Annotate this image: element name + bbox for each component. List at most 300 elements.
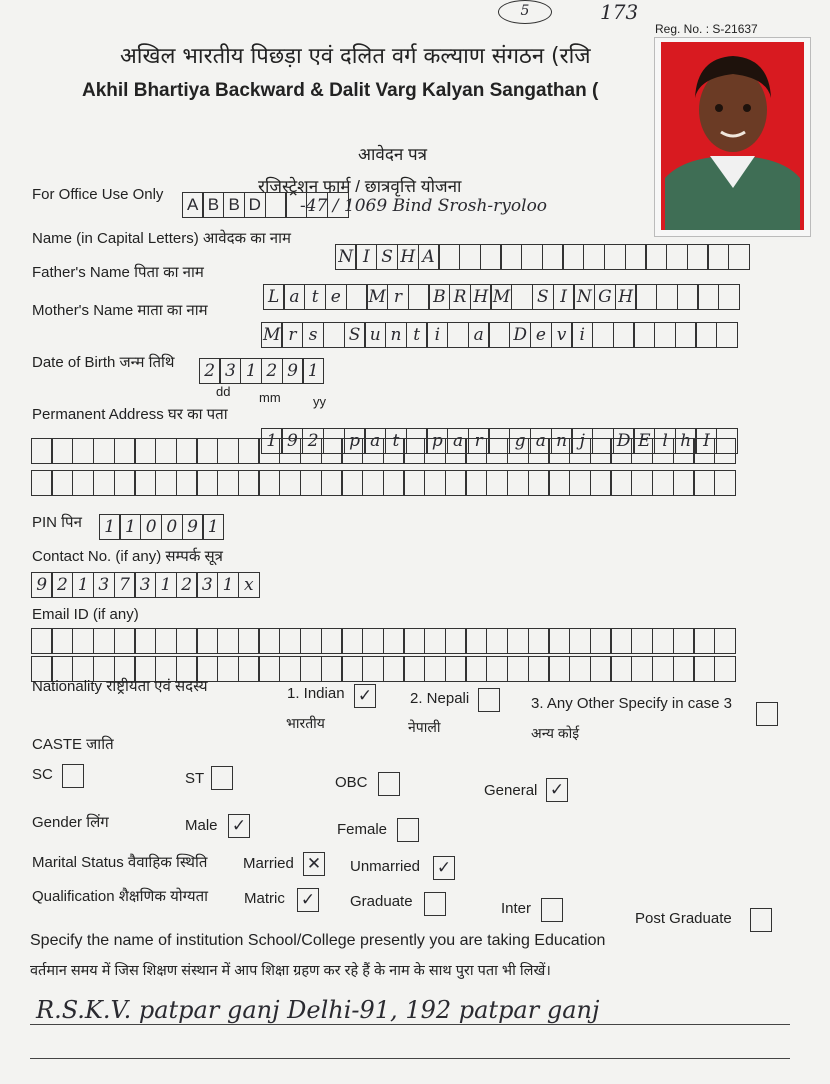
char-box[interactable] — [548, 656, 570, 682]
gender-female-checkbox[interactable] — [397, 818, 419, 842]
char-box[interactable] — [72, 470, 94, 496]
char-box[interactable] — [714, 470, 736, 496]
char-box[interactable] — [673, 438, 695, 464]
char-box[interactable]: 0 — [140, 514, 162, 540]
char-box[interactable]: I — [355, 244, 377, 270]
char-box[interactable] — [217, 438, 239, 464]
nationality-other-checkbox[interactable] — [756, 702, 778, 726]
handwritten-note-top: 173 — [600, 0, 639, 24]
char-box[interactable] — [31, 470, 53, 496]
char-box[interactable] — [403, 656, 425, 682]
institution-line-2 — [30, 1058, 790, 1059]
char-box[interactable] — [631, 438, 653, 464]
char-box[interactable] — [445, 628, 467, 654]
char-box[interactable]: A — [418, 244, 440, 270]
char-box[interactable] — [300, 656, 322, 682]
char-box[interactable]: I — [695, 428, 717, 454]
char-box[interactable] — [134, 438, 156, 464]
char-box[interactable] — [548, 628, 570, 654]
caste-st-checkbox[interactable] — [211, 766, 233, 790]
mother-name-field[interactable] — [262, 322, 738, 348]
char-box[interactable] — [465, 438, 487, 464]
char-box[interactable] — [542, 244, 564, 270]
char-box[interactable] — [321, 438, 343, 464]
char-box[interactable] — [51, 470, 73, 496]
name-field[interactable] — [336, 244, 750, 270]
marital-unmarried-label: Unmarried — [350, 858, 421, 875]
char-box[interactable] — [548, 470, 570, 496]
char-box[interactable]: e — [325, 284, 347, 310]
char-box[interactable] — [321, 628, 343, 654]
nationality-nepali-hindi: नेपाली — [408, 719, 441, 735]
circled-number: 5 — [498, 0, 552, 24]
char-box[interactable] — [93, 470, 115, 496]
org-name-hindi: अखिल भारतीय पिछड़ा एवं दलित वर्ग कल्याण संगठन (रजि — [120, 44, 591, 69]
char-box[interactable] — [714, 628, 736, 654]
gender-label: Gender लिंग — [32, 814, 109, 831]
char-box[interactable] — [258, 656, 280, 682]
char-box[interactable] — [300, 438, 322, 464]
char-box[interactable] — [424, 438, 446, 464]
char-box[interactable]: a — [364, 428, 386, 454]
char-box[interactable] — [697, 284, 719, 310]
char-box[interactable] — [176, 438, 198, 464]
char-box[interactable] — [610, 470, 632, 496]
char-box[interactable] — [383, 470, 405, 496]
qualification-pg-label: Post Graduate — [635, 910, 732, 927]
char-box[interactable] — [569, 438, 591, 464]
gender-female-label: Female — [337, 821, 388, 838]
char-box[interactable]: B — [428, 284, 450, 310]
char-box[interactable] — [693, 656, 715, 682]
char-box[interactable] — [72, 438, 94, 464]
char-box[interactable]: R — [449, 284, 471, 310]
char-box[interactable] — [511, 284, 533, 310]
char-box[interactable]: 9 — [31, 572, 53, 598]
char-box[interactable] — [562, 244, 584, 270]
char-box[interactable] — [341, 470, 363, 496]
char-box[interactable] — [31, 628, 53, 654]
char-box[interactable] — [438, 244, 460, 270]
char-box[interactable] — [341, 656, 363, 682]
char-box[interactable] — [465, 656, 487, 682]
char-box[interactable] — [341, 628, 363, 654]
char-box[interactable] — [31, 438, 53, 464]
char-box[interactable]: n — [385, 322, 407, 348]
char-box[interactable] — [362, 656, 384, 682]
char-box[interactable] — [718, 284, 740, 310]
char-box[interactable] — [114, 628, 136, 654]
char-box[interactable] — [610, 628, 632, 654]
char-box[interactable] — [677, 284, 699, 310]
char-box[interactable]: v — [551, 322, 573, 348]
char-box[interactable] — [155, 470, 177, 496]
char-box[interactable]: p — [426, 428, 448, 454]
char-box[interactable] — [652, 470, 674, 496]
char-box[interactable] — [590, 628, 612, 654]
office-use-handwritten: -47 / 1069 Bind Srosh-ryoloo — [300, 196, 548, 216]
dob-dd: dd — [216, 384, 231, 399]
institution-label-hi: वर्तमान समय में जिस शिक्षण संस्थान में आप शिक्षा ग्रहण कर रहे हैं के नाम के साथ पुरा पता भी लिखें। — [30, 963, 551, 979]
char-box[interactable]: 1 — [72, 572, 94, 598]
char-box[interactable]: 2 — [261, 358, 283, 384]
char-box[interactable] — [693, 470, 715, 496]
char-box[interactable]: r — [468, 428, 490, 454]
char-box[interactable] — [693, 438, 715, 464]
char-box[interactable]: S — [376, 244, 398, 270]
char-box[interactable] — [604, 244, 626, 270]
char-box[interactable] — [687, 244, 709, 270]
char-box[interactable] — [321, 656, 343, 682]
char-box[interactable] — [590, 438, 612, 464]
char-box[interactable] — [155, 628, 177, 654]
char-box[interactable]: r — [387, 284, 409, 310]
institution-handwritten[interactable]: R.S.K.V. patpar ganj Delhi-91, 192 patpar ganj — [36, 996, 600, 1024]
char-box[interactable] — [707, 244, 729, 270]
caste-general-checkbox[interactable]: ✓ — [546, 778, 568, 802]
char-box[interactable] — [714, 438, 736, 464]
qualification-inter-checkbox[interactable] — [541, 898, 563, 922]
char-box[interactable] — [695, 322, 717, 348]
char-box[interactable]: S — [532, 284, 554, 310]
char-box[interactable] — [528, 470, 550, 496]
char-box[interactable] — [590, 656, 612, 682]
email-label: Email ID (if any) — [32, 606, 139, 623]
char-box[interactable]: 9 — [282, 358, 304, 384]
char-box[interactable] — [238, 628, 260, 654]
char-box[interactable] — [610, 438, 632, 464]
char-box[interactable]: u — [364, 322, 386, 348]
char-box[interactable]: 3 — [196, 572, 218, 598]
char-box[interactable]: e — [530, 322, 552, 348]
char-box[interactable]: 1 — [202, 514, 224, 540]
char-box[interactable] — [480, 244, 502, 270]
char-box[interactable] — [51, 438, 73, 464]
char-box[interactable] — [507, 628, 529, 654]
marital-unmarried-checkbox[interactable]: ✓ — [433, 856, 455, 880]
father-name-label: Father's Name पिता का नाम — [32, 264, 204, 281]
char-box[interactable]: 1 — [217, 572, 239, 598]
char-box[interactable] — [486, 628, 508, 654]
char-box[interactable] — [654, 322, 676, 348]
marital-married-label: Married — [243, 855, 294, 872]
char-box[interactable] — [645, 244, 667, 270]
char-box[interactable]: g — [509, 428, 531, 454]
char-box[interactable] — [300, 628, 322, 654]
char-box[interactable] — [673, 656, 695, 682]
qualification-graduate-checkbox[interactable] — [424, 892, 446, 916]
char-box[interactable] — [362, 470, 384, 496]
address-line-2[interactable] — [32, 438, 736, 464]
char-box[interactable]: 1 — [119, 514, 141, 540]
char-box[interactable] — [134, 628, 156, 654]
char-box[interactable] — [346, 284, 368, 310]
char-box[interactable]: 1 — [261, 428, 283, 454]
char-box[interactable] — [424, 628, 446, 654]
char-box[interactable] — [592, 322, 614, 348]
char-box[interactable] — [258, 438, 280, 464]
char-box[interactable] — [134, 470, 156, 496]
caste-sc-checkbox[interactable] — [62, 764, 84, 788]
institution-line-1 — [30, 1024, 790, 1025]
nationality-indian-label: 1. Indian — [287, 685, 345, 702]
char-box[interactable] — [279, 470, 301, 496]
char-box[interactable]: a — [447, 428, 469, 454]
char-box[interactable] — [728, 244, 750, 270]
char-box[interactable] — [383, 628, 405, 654]
char-box[interactable] — [465, 628, 487, 654]
office-use-code: A B B D — [183, 192, 349, 218]
char-box[interactable] — [656, 284, 678, 310]
char-box[interactable] — [217, 470, 239, 496]
char-box[interactable] — [675, 322, 697, 348]
char-box[interactable] — [569, 656, 591, 682]
char-box[interactable] — [323, 322, 345, 348]
pin-field[interactable] — [100, 514, 224, 540]
char-box[interactable] — [631, 656, 653, 682]
char-box[interactable] — [507, 656, 529, 682]
char-box[interactable] — [114, 470, 136, 496]
nationality-indian-checkbox[interactable]: ✓ — [354, 684, 376, 708]
char-box[interactable] — [114, 438, 136, 464]
char-box[interactable]: E — [633, 428, 655, 454]
char-box[interactable] — [51, 628, 73, 654]
char-box[interactable]: N — [573, 284, 595, 310]
char-box[interactable]: r — [281, 322, 303, 348]
char-box[interactable] — [258, 628, 280, 654]
char-box[interactable]: 2 — [199, 358, 221, 384]
char-box[interactable] — [196, 438, 218, 464]
char-box[interactable]: 2 — [51, 572, 73, 598]
char-box[interactable] — [569, 628, 591, 654]
char-box[interactable] — [362, 628, 384, 654]
char-box[interactable]: h — [675, 428, 697, 454]
char-box[interactable]: H — [615, 284, 637, 310]
char-box[interactable] — [424, 470, 446, 496]
char-box[interactable] — [652, 438, 674, 464]
char-box[interactable]: 3 — [134, 572, 156, 598]
char-box[interactable] — [217, 656, 239, 682]
char-box[interactable] — [500, 244, 522, 270]
char-box[interactable] — [548, 438, 570, 464]
char-box[interactable] — [528, 628, 550, 654]
char-box[interactable] — [610, 656, 632, 682]
char-box[interactable]: 9 — [281, 428, 303, 454]
char-box[interactable]: 1 — [302, 358, 324, 384]
qualification-pg-checkbox[interactable] — [750, 908, 772, 932]
contact-label: Contact No. (if any) सम्पर्क सूत्र — [32, 548, 223, 565]
char-box[interactable] — [635, 284, 657, 310]
char-box[interactable]: n — [551, 428, 573, 454]
char-box[interactable] — [424, 656, 446, 682]
char-box[interactable] — [258, 470, 280, 496]
char-box[interactable]: N — [335, 244, 357, 270]
caste-sc-label: SC — [32, 766, 53, 783]
char-box[interactable] — [447, 322, 469, 348]
char-box[interactable] — [196, 628, 218, 654]
char-box[interactable] — [321, 470, 343, 496]
char-box[interactable]: p — [344, 428, 366, 454]
char-box[interactable] — [238, 470, 260, 496]
char-box[interactable]: l — [654, 428, 676, 454]
char-box[interactable]: H — [470, 284, 492, 310]
char-box[interactable]: j — [571, 428, 593, 454]
char-box[interactable] — [631, 470, 653, 496]
char-box[interactable] — [408, 284, 430, 310]
char-box[interactable] — [279, 656, 301, 682]
char-box[interactable] — [488, 322, 510, 348]
char-box[interactable] — [403, 470, 425, 496]
char-box[interactable] — [507, 470, 529, 496]
char-box[interactable]: s — [302, 322, 324, 348]
char-box[interactable]: i — [571, 322, 593, 348]
dob-field[interactable] — [200, 358, 324, 384]
qualification-graduate-label: Graduate — [350, 893, 413, 910]
char-box[interactable]: t — [304, 284, 326, 310]
char-box[interactable]: 3 — [93, 572, 115, 598]
char-box[interactable] — [521, 244, 543, 270]
char-box[interactable] — [590, 470, 612, 496]
char-box[interactable]: 0 — [161, 514, 183, 540]
org-name-english: Akhil Bhartiya Backward & Dalit Varg Kalyan Sangathan ( — [82, 80, 599, 101]
char-box[interactable]: x — [238, 572, 260, 598]
email-field-row-1[interactable] — [32, 628, 736, 654]
char-box[interactable] — [507, 438, 529, 464]
char-box[interactable] — [486, 438, 508, 464]
char-box[interactable]: 2 — [176, 572, 198, 598]
char-box[interactable] — [445, 470, 467, 496]
form-subtitle: रजिस्ट्रेशन फार्म / छात्रवृत्ति योजना — [258, 177, 462, 196]
char-box[interactable]: 9 — [182, 514, 204, 540]
char-box[interactable] — [714, 656, 736, 682]
char-box[interactable] — [652, 628, 674, 654]
char-box[interactable]: t — [406, 322, 428, 348]
char-box[interactable]: D — [613, 428, 635, 454]
char-box[interactable]: a — [530, 428, 552, 454]
caste-obc-label: OBC — [335, 774, 368, 791]
char-box[interactable]: i — [426, 322, 448, 348]
char-box[interactable]: 1 — [155, 572, 177, 598]
caste-general-label: General — [484, 782, 538, 799]
qualification-matric-checkbox[interactable]: ✓ — [297, 888, 319, 912]
char-box[interactable] — [341, 438, 363, 464]
char-box[interactable] — [693, 628, 715, 654]
char-box[interactable]: a — [283, 284, 305, 310]
char-box[interactable] — [459, 244, 481, 270]
institution-label-en: Specify the name of institution School/College presently you are taking Education — [30, 932, 606, 949]
char-box[interactable]: D — [509, 322, 531, 348]
char-box[interactable] — [528, 656, 550, 682]
char-box[interactable]: M — [261, 322, 283, 348]
char-box[interactable]: 2 — [302, 428, 324, 454]
char-box[interactable]: M — [366, 284, 388, 310]
char-box[interactable] — [445, 656, 467, 682]
char-box[interactable] — [93, 438, 115, 464]
qualification-label: Qualification शैक्षणिक योग्यता — [32, 888, 209, 905]
char-box[interactable] — [631, 628, 653, 654]
caste-st-label: ST — [185, 770, 205, 787]
nationality-nepali-checkbox[interactable] — [478, 688, 500, 712]
qualification-matric-label: Matric — [244, 890, 285, 907]
dob-label: Date of Birth जन्म तिथि — [32, 354, 175, 371]
marital-married-checkbox[interactable]: ✕ — [303, 852, 325, 876]
char-box[interactable]: a — [468, 322, 490, 348]
char-box[interactable] — [362, 438, 384, 464]
char-box[interactable] — [196, 470, 218, 496]
char-box[interactable] — [625, 244, 647, 270]
portrait-image — [655, 38, 810, 236]
nationality-other-hindi: अन्य कोई — [531, 725, 580, 741]
pin-label: PIN पिन — [32, 514, 82, 531]
char-box[interactable]: H — [397, 244, 419, 270]
char-box[interactable] — [673, 470, 695, 496]
char-box[interactable] — [486, 656, 508, 682]
char-box[interactable]: G — [594, 284, 616, 310]
char-box[interactable]: t — [385, 428, 407, 454]
char-box[interactable] — [666, 244, 688, 270]
name-label: Name (in Capital Letters) आवेदक का नाम — [32, 230, 291, 247]
caste-obc-checkbox[interactable] — [378, 772, 400, 796]
marital-label: Marital Status वैवाहिक स्थिति — [32, 854, 208, 871]
char-box[interactable]: I — [553, 284, 575, 310]
char-box[interactable] — [569, 470, 591, 496]
char-box[interactable]: S — [344, 322, 366, 348]
char-box[interactable] — [673, 628, 695, 654]
char-box[interactable] — [716, 322, 738, 348]
char-box[interactable] — [652, 656, 674, 682]
char-box[interactable] — [176, 470, 198, 496]
father-name-field[interactable] — [264, 284, 740, 310]
applicant-photo — [655, 38, 810, 236]
mother-name-label: Mother's Name माता का नाम — [32, 302, 208, 319]
address-line-3[interactable] — [32, 470, 736, 496]
char-box[interactable] — [300, 470, 322, 496]
char-box[interactable] — [583, 244, 605, 270]
char-box[interactable]: 1 — [240, 358, 262, 384]
char-box[interactable]: 1 — [99, 514, 121, 540]
char-box[interactable] — [93, 628, 115, 654]
char-box[interactable] — [155, 438, 177, 464]
char-box[interactable] — [217, 628, 239, 654]
char-box[interactable] — [403, 438, 425, 464]
dob-yy: yy — [313, 394, 326, 409]
address-label: Permanent Address घर का पता — [32, 406, 228, 423]
char-box[interactable] — [486, 470, 508, 496]
char-box[interactable] — [445, 438, 467, 464]
char-box[interactable]: 3 — [219, 358, 241, 384]
char-box[interactable] — [383, 438, 405, 464]
char-box[interactable]: M — [490, 284, 512, 310]
char-box[interactable] — [72, 628, 94, 654]
char-box[interactable] — [403, 628, 425, 654]
contact-field[interactable] — [32, 572, 260, 598]
char-box[interactable]: L — [263, 284, 285, 310]
char-box[interactable] — [279, 438, 301, 464]
char-box[interactable] — [383, 656, 405, 682]
gender-male-checkbox[interactable]: ✓ — [228, 814, 250, 838]
char-box[interactable] — [238, 656, 260, 682]
char-box[interactable] — [279, 628, 301, 654]
char-box[interactable] — [633, 322, 655, 348]
reg-number: Reg. No. : S-21637 — [655, 22, 758, 36]
char-box[interactable]: 7 — [114, 572, 136, 598]
char-box[interactable] — [465, 470, 487, 496]
char-box[interactable] — [176, 628, 198, 654]
char-box[interactable] — [528, 438, 550, 464]
qualification-inter-label: Inter — [501, 900, 532, 917]
char-box[interactable] — [238, 438, 260, 464]
char-box[interactable] — [613, 322, 635, 348]
